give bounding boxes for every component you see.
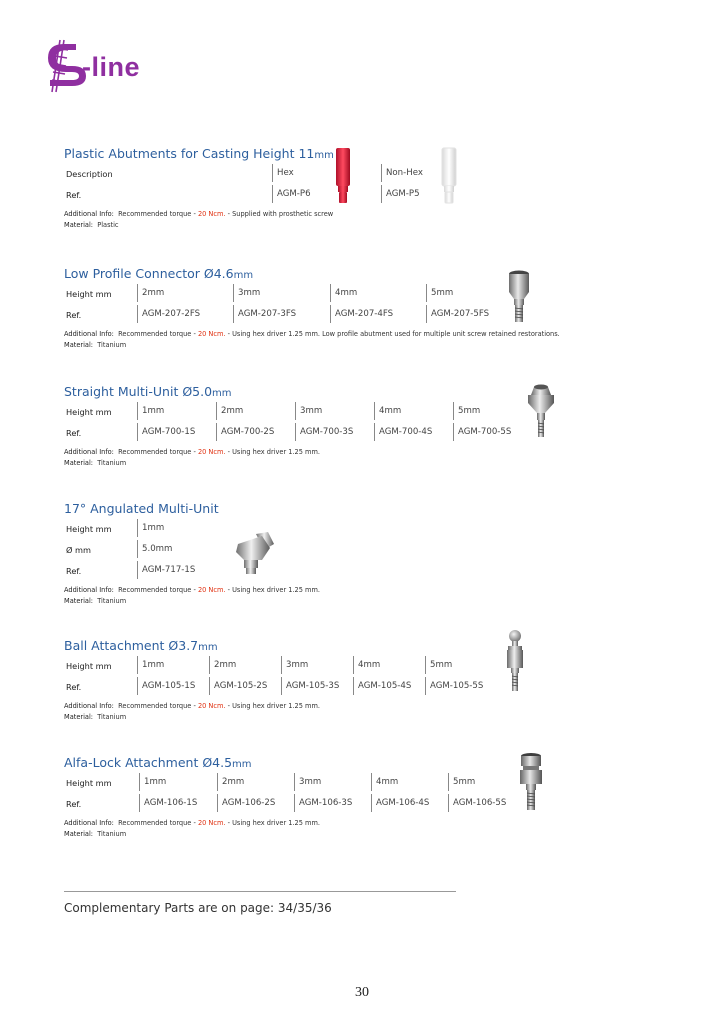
row-label: Height mm bbox=[66, 778, 112, 788]
torque-value: 20 Ncm. bbox=[197, 210, 226, 218]
section-title-unit: mm bbox=[212, 388, 232, 399]
cell: 4mm bbox=[371, 773, 398, 791]
cell: AGM-105-1S bbox=[137, 677, 195, 695]
cell: AGM-105-3S bbox=[281, 677, 339, 695]
info-label: Additional Info: bbox=[64, 586, 114, 594]
cell: AGM-717-1S bbox=[137, 561, 195, 579]
section-ball-attachment bbox=[64, 638, 664, 723]
cell: 2mm bbox=[217, 773, 244, 791]
material-value: Titanium bbox=[97, 597, 127, 605]
cell: AGM-106-3S bbox=[294, 794, 352, 812]
cell: 5mm bbox=[448, 773, 475, 791]
section-title bbox=[64, 266, 664, 284]
row-label: Description bbox=[66, 169, 113, 179]
section-title-text: Ball Attachment Ø3.7 bbox=[64, 638, 199, 653]
material-label: Material: bbox=[64, 221, 94, 229]
screw-s-logo-mark-icon bbox=[48, 40, 86, 92]
section-title-unit: mm bbox=[232, 759, 252, 770]
complementary-parts-note: Complementary Parts are on page: 34/35/36 bbox=[64, 901, 332, 915]
low-profile-connector-image bbox=[505, 269, 533, 325]
info-text: Recommended torque - bbox=[118, 586, 198, 594]
info-label: Additional Info: bbox=[64, 210, 114, 218]
cell: 4mm bbox=[353, 656, 380, 674]
row-label: Ø mm bbox=[66, 545, 91, 555]
torque-value: 20 Ncm. bbox=[197, 702, 226, 710]
row-label: Height mm bbox=[66, 524, 112, 534]
cell: AGM-105-2S bbox=[209, 677, 267, 695]
info-text: - Using hex driver 1.25 mm. bbox=[225, 819, 320, 827]
cell: 3mm bbox=[294, 773, 321, 791]
row-ref bbox=[64, 423, 664, 444]
straight-multi-unit-image bbox=[525, 381, 557, 439]
torque-value: 20 Ncm. bbox=[197, 448, 226, 456]
cell: AGM-207-5FS bbox=[426, 305, 489, 323]
cell: 2mm bbox=[216, 402, 243, 420]
info-text: - Using hex driver 1.25 mm. bbox=[225, 448, 320, 456]
row-diameter bbox=[64, 540, 664, 561]
cell: AGM-P6 bbox=[272, 185, 311, 203]
cell: AGM-700-5S bbox=[453, 423, 511, 441]
section-title-text: Plastic Abutments for Casting Height 11 bbox=[64, 146, 315, 161]
section-title bbox=[64, 638, 664, 656]
cell: AGM-207-4FS bbox=[330, 305, 393, 323]
section-low-profile-connector bbox=[64, 266, 664, 351]
section-alfa-lock-attachment bbox=[64, 755, 664, 840]
cell: AGM-700-1S bbox=[137, 423, 195, 441]
section-plastic-abutments bbox=[64, 146, 664, 231]
row-label: Height mm bbox=[66, 289, 112, 299]
cell: Non-Hex bbox=[381, 164, 423, 182]
cell: 3mm bbox=[233, 284, 260, 302]
row-ref bbox=[64, 305, 664, 326]
section-title-text: Low Profile Connector Ø4.6 bbox=[64, 266, 234, 281]
additional-info bbox=[64, 447, 664, 469]
cell: 5mm bbox=[425, 656, 452, 674]
cell: AGM-106-2S bbox=[217, 794, 275, 812]
cell: AGM-105-5S bbox=[425, 677, 483, 695]
ball-attachment-image bbox=[502, 629, 528, 693]
row-label: Ref. bbox=[66, 310, 82, 320]
page-number: 30 bbox=[355, 985, 369, 1000]
section-title-unit: mm bbox=[314, 150, 334, 161]
info-label: Additional Info: bbox=[64, 702, 114, 710]
info-text: Recommended torque - bbox=[118, 210, 198, 218]
info-text: Recommended torque - bbox=[118, 819, 198, 827]
row-height bbox=[64, 519, 664, 540]
row-height bbox=[64, 773, 664, 794]
cell: AGM-700-2S bbox=[216, 423, 274, 441]
row-label: Height mm bbox=[66, 407, 112, 417]
cell: AGM-105-4S bbox=[353, 677, 411, 695]
material-label: Material: bbox=[64, 459, 94, 467]
logo-text: -line bbox=[82, 52, 141, 82]
torque-value: 20 Ncm. bbox=[197, 586, 226, 594]
material-value: Plastic bbox=[97, 221, 119, 229]
section-title bbox=[64, 384, 664, 402]
cell: AGM-700-3S bbox=[295, 423, 353, 441]
section-title-text: Alfa-Lock Attachment Ø4.5 bbox=[64, 755, 233, 770]
additional-info bbox=[64, 818, 664, 840]
additional-info bbox=[64, 585, 664, 607]
row-description bbox=[64, 164, 664, 185]
material-label: Material: bbox=[64, 713, 94, 721]
additional-info bbox=[64, 209, 664, 231]
cell: AGM-207-3FS bbox=[233, 305, 296, 323]
cell: 4mm bbox=[330, 284, 357, 302]
info-text: - Supplied with prosthetic screw bbox=[225, 210, 334, 218]
info-text: - Using hex driver 1.25 mm. bbox=[225, 586, 320, 594]
material-label: Material: bbox=[64, 341, 94, 349]
red-hex-plastic-abutment-image bbox=[333, 147, 353, 205]
footer-divider bbox=[64, 891, 456, 892]
cell: 3mm bbox=[281, 656, 308, 674]
section-title-unit: mm bbox=[198, 642, 218, 653]
section-title bbox=[64, 755, 664, 773]
cell: 2mm bbox=[137, 284, 164, 302]
material-value: Titanium bbox=[97, 830, 127, 838]
row-label: Ref. bbox=[66, 682, 82, 692]
alfa-lock-attachment-image bbox=[516, 752, 546, 812]
section-angulated-multi-unit bbox=[64, 501, 664, 607]
cell: AGM-P5 bbox=[381, 185, 420, 203]
material-value: Titanium bbox=[97, 459, 127, 467]
section-title-text: 17° Angulated Multi-Unit bbox=[64, 501, 219, 516]
cell: Hex bbox=[272, 164, 294, 182]
section-title-unit: mm bbox=[233, 270, 254, 281]
row-label: Ref. bbox=[66, 566, 82, 576]
material-value: Titanium bbox=[97, 341, 127, 349]
section-title bbox=[64, 146, 664, 164]
row-label: Ref. bbox=[66, 190, 82, 200]
cell: 1mm bbox=[139, 773, 166, 791]
info-text: - Using hex driver 1.25 mm. Low profile abutment used for multiple unit screw retained restorations. bbox=[225, 330, 560, 338]
additional-info bbox=[64, 701, 664, 723]
info-label: Additional Info: bbox=[64, 819, 114, 827]
row-height bbox=[64, 402, 664, 423]
row-height bbox=[64, 656, 664, 677]
row-height bbox=[64, 284, 664, 305]
section-title bbox=[64, 501, 664, 519]
row-label: Ref. bbox=[66, 428, 82, 438]
cell: 2mm bbox=[209, 656, 236, 674]
row-ref bbox=[64, 677, 664, 698]
row-ref bbox=[64, 185, 664, 206]
torque-value: 20 Ncm. bbox=[197, 819, 226, 827]
row-label: Ref. bbox=[66, 799, 82, 809]
additional-info bbox=[64, 329, 664, 351]
cell: 3mm bbox=[295, 402, 322, 420]
cell: AGM-106-4S bbox=[371, 794, 429, 812]
cell: AGM-106-5S bbox=[448, 794, 506, 812]
cell: 1mm bbox=[137, 519, 164, 537]
material-label: Material: bbox=[64, 830, 94, 838]
white-non-hex-plastic-abutment-image bbox=[439, 147, 459, 205]
row-label: Height mm bbox=[66, 661, 112, 671]
cell: 5mm bbox=[453, 402, 480, 420]
info-label: Additional Info: bbox=[64, 330, 114, 338]
cell: 5mm bbox=[426, 284, 453, 302]
info-label: Additional Info: bbox=[64, 448, 114, 456]
info-text: Recommended torque - bbox=[118, 330, 198, 338]
row-ref bbox=[64, 794, 664, 815]
info-text: - Using hex driver 1.25 mm. bbox=[225, 702, 320, 710]
info-text: Recommended torque - bbox=[118, 448, 198, 456]
torque-value: 20 Ncm. bbox=[197, 330, 226, 338]
row-ref bbox=[64, 561, 664, 582]
cell: AGM-207-2FS bbox=[137, 305, 200, 323]
cell: 1mm bbox=[137, 402, 164, 420]
cell: 5.0mm bbox=[137, 540, 172, 558]
section-straight-multi-unit bbox=[64, 384, 664, 469]
cell: AGM-106-1S bbox=[139, 794, 197, 812]
info-text: Recommended torque - bbox=[118, 702, 198, 710]
cell: 1mm bbox=[137, 656, 164, 674]
angulated-multi-unit-image bbox=[232, 530, 276, 576]
section-title-text: Straight Multi-Unit Ø5.0 bbox=[64, 384, 213, 399]
material-value: Titanium bbox=[97, 713, 127, 721]
cell: AGM-700-4S bbox=[374, 423, 432, 441]
cell: 4mm bbox=[374, 402, 401, 420]
material-label: Material: bbox=[64, 597, 94, 605]
